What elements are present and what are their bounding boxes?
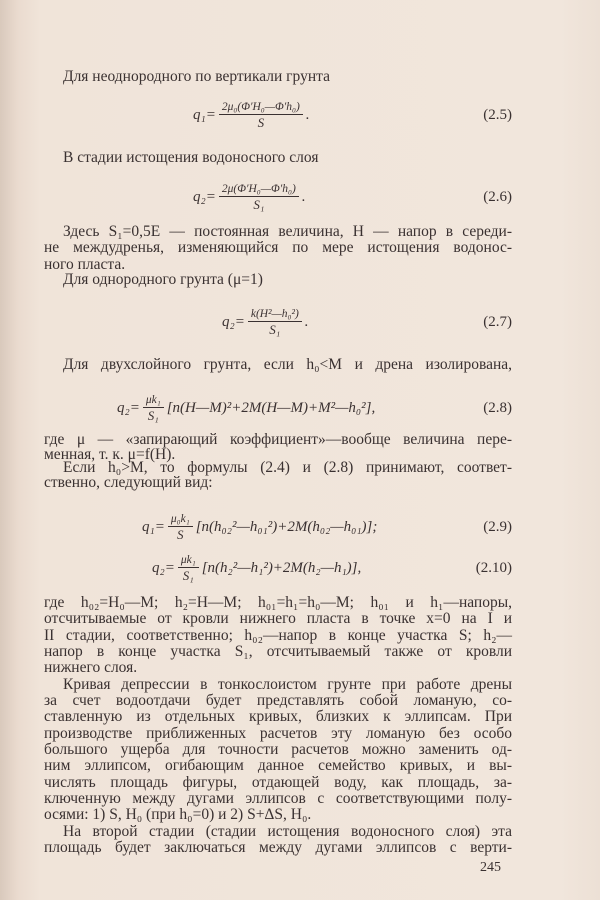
paragraph-line: Если h₀>M, то формулы (2.4) и (2.8) принимают, соответ- [63,459,512,476]
paragraph-line: ним эллипсом, огибающим данное семейство кривых, и вы- [44,757,512,774]
eq-tail: [n(h₂²—h₁²)+2M(h₂—h₁)], [201,559,362,576]
eq-lhs: q₁= [193,106,216,123]
fraction [178,553,199,584]
paragraph-line: где h₀₂=H₀—M; h₂=H—M; h₀₁=h₁=h₀—M; h₀₁ и h₁—напоры, [44,594,512,611]
paragraph-line: Кривая депрессии в тонкослоистом грунте при работе дрены [63,676,512,693]
paragraph-line: где μ — «запирающий коэффициент»—вообще величина пере- [44,431,512,448]
paragraph-line: большого ущерба для точности расчетов можно заменить од- [44,741,512,758]
paragraph-line: не междудренья, изменяющийся по мере истощения водонос- [44,239,512,256]
paragraph-line: Для однородного грунта (μ=1) [63,271,263,288]
fraction [168,512,193,543]
paragraph-line: II стадии, соответственно; h₀₂—напор в конце участка S; h₂— [44,627,512,644]
denominator: S₁ [147,407,159,423]
numerator: μk₁ [178,553,199,568]
equation-2-7 [222,302,309,342]
equation-number: (2.7) [483,314,512,330]
paragraph-line: числять площадь фигуры, отдающей воду, как площадь, за- [44,774,512,791]
paragraph-line: осями: 1) S, H₀ (при h₀=0) и 2) S+ΔS, H₀. [44,806,312,823]
equation-number: (2.8) [483,400,512,416]
denominator: S [257,114,265,130]
eq-tail: . [304,313,309,330]
paragraph-line: ключенную между дугами эллипсов с соответствующими полу- [44,790,512,807]
numerator: μ₀k₁ [168,512,193,527]
fraction [219,182,299,213]
fraction [248,307,302,338]
paragraph-line: напор в конце участка S₁, отсчитываемый также от кровли [44,643,512,660]
paragraph-line: В стадии истощения водоносного слоя [63,149,319,166]
equation-2-10 [152,548,361,588]
denominator: S₁ [182,567,194,583]
equation-2-8 [117,388,375,428]
equation-2-9 [142,507,377,547]
denominator: S₁ [253,196,265,212]
eq-tail: [n(H—M)²+2M(H—M)+M²—h₀²], [166,399,376,416]
eq-tail: . [305,106,310,123]
denominator: S [177,526,184,542]
paragraph-line: На второй стадии (стадии истощения водоносного слоя) эта [63,823,512,840]
paragraph-line: Для неоднородного по вертикали грунта [63,68,330,85]
page-number: 245 [480,860,501,875]
paragraph-line: менная, т. к. μ=f(H). [44,446,176,463]
paragraph-line: ственно, следующий вид: [44,474,213,491]
numerator: μk₁ [143,393,164,408]
paragraph-line: Здесь S₁=0,5E — постоянная величина, H — напор в середи- [63,223,512,240]
eq-tail: [n(h₀₂²—h₀₁²)+2M(h₀₂—h₀₁)]; [195,518,378,535]
paragraph-line: ного пласта. [44,256,126,273]
equation-number: (2.5) [483,107,512,123]
paragraph-line: за счет водоотдачи будет представлять собой ломаную, со- [44,692,512,709]
paragraph-line: площадь будет заключаться между дугами эллипсов с верти- [44,839,512,856]
equation-number: (2.9) [483,519,512,535]
eq-lhs: q₁= [142,518,165,535]
paragraph-line: производстве приближенных расчетов эту ломаную без особо [44,725,512,742]
eq-lhs: q₂= [117,399,140,416]
numerator: 2μ₀(Φ′H₀—Φ′h₀) [219,100,303,115]
denominator: S₁ [269,321,281,337]
numerator: 2μ(Φ′H₀—Φ′h₀) [219,182,299,197]
numerator: k(H²—h₀²) [248,307,302,322]
equation-number: (2.10) [475,560,512,576]
paragraph-line: Для двухслойного грунта, если h₀<M и дрена изолирована, [63,356,512,373]
paragraph-line: нижнего слоя. [44,659,138,676]
eq-lhs: q₂= [193,188,216,205]
equation-number: (2.6) [483,189,512,205]
fraction [143,393,164,424]
paragraph-line: ставленную из отдельных кривых, близких к эллипсам. При [44,708,512,725]
eq-tail: . [301,188,306,205]
fraction [219,100,303,131]
eq-lhs: q₂= [222,313,245,330]
eq-lhs: q₂= [152,559,175,576]
paragraph-line: отсчитываемые от кровли нижнего пласта в точке x=0 на I и [44,610,512,627]
equation-2-6 [193,177,306,217]
equation-2-5 [193,95,310,135]
